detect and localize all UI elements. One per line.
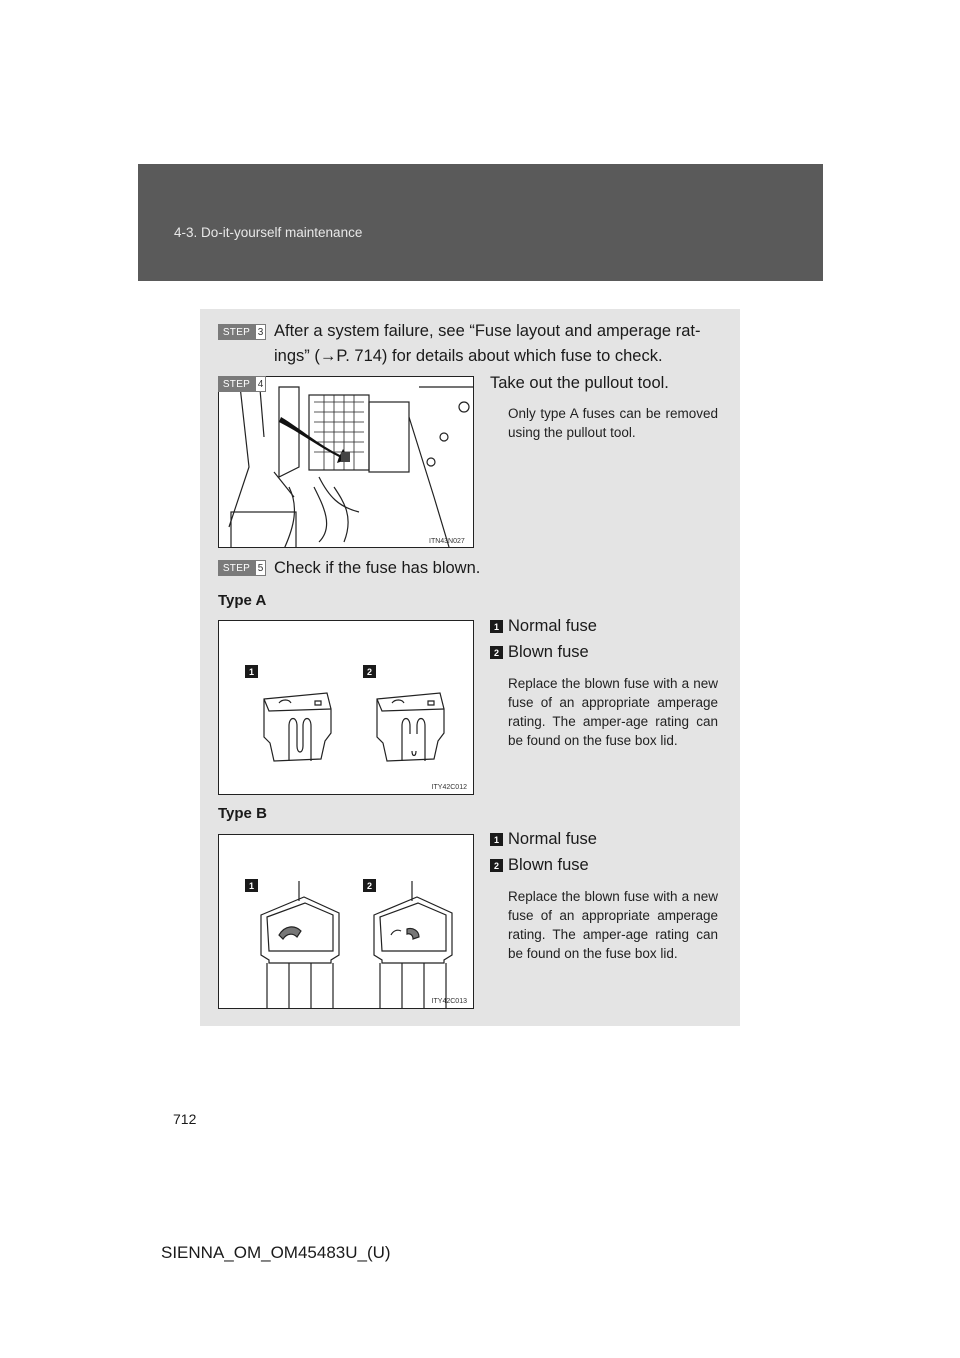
fuse-box-figure <box>218 376 474 548</box>
badge-normal: 1 <box>245 665 258 678</box>
type-a-fuses-illustration <box>219 621 474 795</box>
figure-code: ITY42C012 <box>431 784 467 791</box>
step-4-title: Take out the pullout tool. <box>490 374 669 392</box>
type-b-fuses-illustration <box>219 835 474 1009</box>
step-3-line-2: ings” (→P. 714) for details about which fuse to check. <box>274 347 663 365</box>
step-3-text <box>274 319 724 369</box>
type-a-figure <box>218 620 474 795</box>
badge-normal: 1 <box>245 879 258 892</box>
type-a-item-1: Normal fuse <box>508 617 597 635</box>
step-number: 4 <box>255 376 266 392</box>
step-word: STEP <box>218 560 255 576</box>
badge-blown: 2 <box>363 665 376 678</box>
step-number: 3 <box>255 324 266 340</box>
item-1-badge: 1 <box>490 620 503 633</box>
type-b-figure <box>218 834 474 1009</box>
type-b-item-1: Normal fuse <box>508 830 597 848</box>
step-number: 5 <box>255 560 266 576</box>
badge-blown: 2 <box>363 879 376 892</box>
section-header <box>138 164 823 281</box>
type-a-label: Type A <box>218 592 267 609</box>
step-4-badge <box>218 376 268 392</box>
step-word: STEP <box>218 376 255 392</box>
figure-code: ITN43N027 <box>429 538 465 545</box>
step-3-line-1: After a system failure, see “Fuse layout and amperage rat- <box>274 322 701 340</box>
type-b-note: Replace the blown fuse with a new fuse of an appropriate amperage rating. The amper-age rating can be found on the fuse box lid. <box>508 889 718 961</box>
figure-code: ITY42C013 <box>431 998 467 1005</box>
item-2-badge: 2 <box>490 859 503 872</box>
section-title: 4-3. Do-it-yourself maintenance <box>174 225 363 240</box>
step-3-badge <box>218 324 268 340</box>
type-b-label: Type B <box>218 805 267 822</box>
step-5-title: Check if the fuse has blown. <box>274 559 481 577</box>
type-a-note: Replace the blown fuse with a new fuse of an appropriate amperage rating. The amper-age rating can be found on the fuse box lid. <box>508 676 718 748</box>
step-word: STEP <box>218 324 255 340</box>
type-a-item-2: Blown fuse <box>508 643 589 661</box>
item-2-badge: 2 <box>490 646 503 659</box>
page-number: 712 <box>173 1111 197 1127</box>
fuse-box-illustration <box>219 377 474 548</box>
step-4-note: Only type A fuses can be removed using the pullout tool. <box>508 406 718 440</box>
type-b-item-2: Blown fuse <box>508 856 589 874</box>
step-5-badge <box>218 560 268 576</box>
item-1-badge: 1 <box>490 833 503 846</box>
document-id: SIENNA_OM_OM45483U_(U) <box>161 1243 391 1262</box>
